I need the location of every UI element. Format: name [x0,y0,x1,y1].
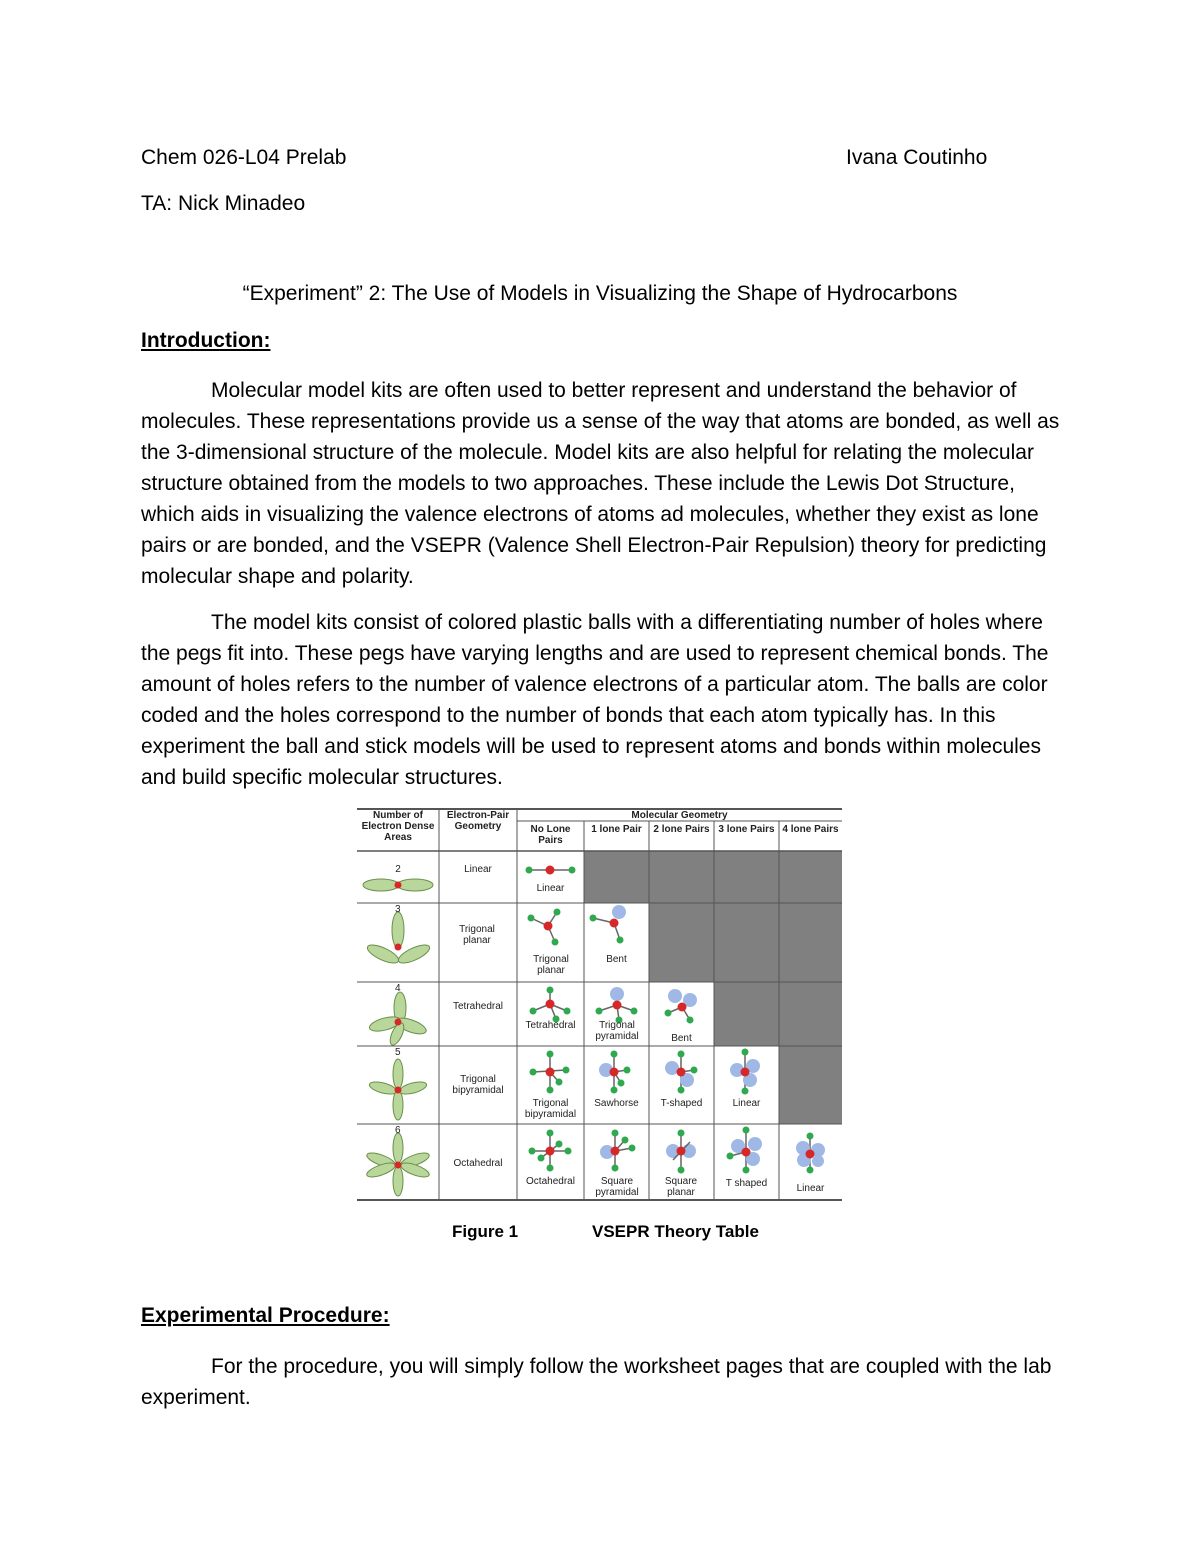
introduction-heading: Introduction: [141,329,271,352]
row-4-shape-2: Bent [671,1033,692,1044]
procedure-paragraph [141,1351,1061,1413]
intro-paragraph-1 [141,375,1061,592]
row-6-shape-1: Square pyramidal [595,1176,639,1198]
row-4-shape-1: Trigonal pyramidal [595,1020,639,1042]
lobes-4 [368,992,428,1047]
intro-paragraph-2-text: The model kits consist of colored plastic balls with a differentiating number of holes where the pegs fit into. These pegs have varying lengths and are used to represent chemical bonds. The amount of holes refers to the number of valence electrons of a particular atom. The balls are color coded and the holes correspond to the number of bonds that each atom typically has. In this experiment the ball and stick models will be used to represent atoms and bonds within molecules and build specific molecular structures. [141,611,1049,789]
vsepr-table [357,808,842,1202]
row-4-shape-0: Tetrahedral [525,1020,576,1031]
model-t-shaped-5 [665,1051,698,1094]
row-6-pair-geometry: Octahedral [453,1158,503,1169]
blocked-row-5 [779,1046,842,1124]
model-square-pyramidal [600,1130,636,1172]
figure-caption: VSEPR Theory Table [592,1222,759,1241]
author-name: Ivana Coutinho [846,146,988,169]
header-electron-dense-areas: Number of Electron Dense Areas [361,810,435,843]
lobes-3 [365,912,432,967]
row-2-pair-geometry: Linear [464,864,492,875]
header-molecular-geometry: Molecular Geometry [631,810,728,821]
model-linear [526,866,576,875]
blocked-row-3 [649,903,842,982]
row-5-shape-2: T-shaped [660,1098,703,1109]
document-title: “Experiment” 2: The Use of Models in Visualizing the Shape of Hydrocarbons [242,282,958,305]
row-6-shape-0: Octahedral [526,1176,575,1187]
row-6-areas: 6 [395,1125,401,1136]
model-square-planar [666,1130,696,1174]
model-trigonal-planar [528,909,561,946]
row-4-areas: 4 [395,983,401,994]
row-3-pair-geometry: Trigonal planar [459,924,495,946]
model-trigonal-bipyramidal [530,1051,570,1094]
figure-label: Figure 1 [452,1222,519,1241]
blocked-row-2 [584,851,842,903]
intro-paragraph-1-text: Molecular model kits are often used to better represent and understand the behavior of molecules. These representations provide us a sense of the way that atoms are bonded, as well as the 3-dimensional structure of the molecule. Model kits are also helpful for relating the molecular structure obtained from the models to two approaches. These include the Lewis Dot Structure, which aids in visualizing the valence electrons of atoms ad molecules, whether they exist as lone pairs or are bonded, and the VSEPR (Valence Shell Electron-Pair Repulsion) theory for predicting molecular shape and polarity. [141,379,1060,588]
row-5-shape-3: Linear [732,1098,761,1109]
row-2-shape-0: Linear [536,883,565,894]
row-3-areas: 3 [395,904,401,915]
row-3-shape-0: Trigonal planar [533,954,569,976]
model-linear-5 [730,1049,760,1095]
header-1-lone-pair: 1 lone Pair [591,824,642,835]
model-trigonal-pyramidal [596,987,638,1024]
row-5-shape-1: Sawhorse [594,1098,639,1109]
model-octahedral [529,1130,572,1172]
row-5-shape-0: Trigonal bipyramidal [524,1098,577,1120]
procedure-heading: Experimental Procedure: [141,1304,390,1327]
row-5-areas: 5 [395,1047,401,1058]
model-tetrahedral [530,987,571,1023]
lobes-6 [365,1133,431,1196]
lobes-2 [363,879,433,891]
header-4-lone-pairs: 4 lone Pairs [782,824,839,835]
model-linear-6 [796,1133,825,1174]
row-3-shape-1: Bent [606,954,627,965]
model-t-shaped-6 [727,1127,763,1174]
ta-name: TA: Nick Minadeo [141,192,306,215]
blocked-row-4 [714,982,842,1046]
row-4-pair-geometry: Tetrahedral [452,1001,504,1012]
model-bent-3 [590,905,627,944]
row-6-shape-2: Square planar [664,1176,698,1198]
intro-paragraph-2 [141,607,1061,793]
header-3-lone-pairs: 3 lone Pairs [718,824,775,835]
row-2-areas: 2 [395,864,401,875]
row-6-shape-4: Linear [796,1183,825,1194]
header-no-lone-pairs: No Lone Pairs [530,824,571,846]
model-sawhorse [599,1051,631,1094]
header-2-lone-pairs: 2 lone Pairs [653,824,710,835]
model-bent-4 [665,989,698,1024]
row-5-pair-geometry: Trigonal bipyramidal [452,1074,504,1096]
lobes-5 [368,1059,428,1120]
course-title: Chem 026-L04 Prelab [141,146,347,169]
procedure-paragraph-text: For the procedure, you will simply follow the worksheet pages that are coupled with the lab experiment. [141,1355,1052,1409]
header-electron-pair-geometry: Electron-Pair Geometry [446,810,510,832]
row-6-shape-3: T shaped [725,1178,768,1189]
